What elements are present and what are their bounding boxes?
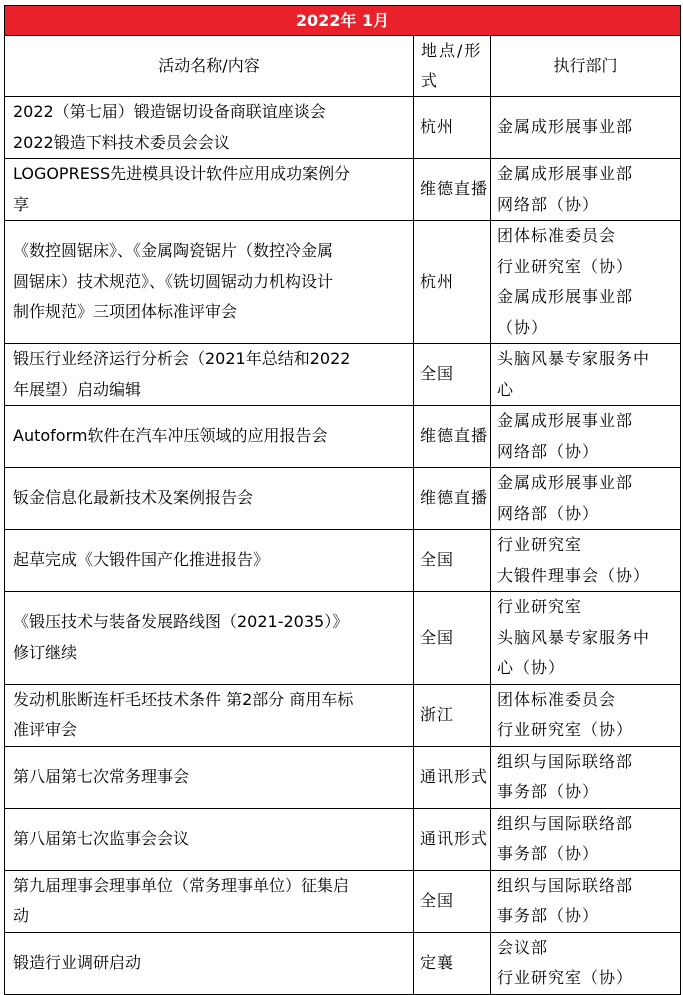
table-row <box>5 870 681 932</box>
name-line: 钣金信息化最新技术及案例报告会 <box>13 488 254 508</box>
name-line: 《锻压技术与装备发展路线图（2021-2035）》 <box>13 612 349 632</box>
department-line: 大锻件理事会（协） <box>497 565 651 585</box>
header-name: 活动名称/内容 <box>5 36 414 97</box>
name-line: Autoform软件在汽车冲压领域的应用报告会 <box>13 426 328 446</box>
name-line: 2022锻造下料技术委员会会议 <box>13 132 230 152</box>
department-line: 行业研究室 <box>497 535 583 554</box>
department-cell <box>491 159 681 221</box>
department-cell <box>491 808 681 870</box>
table-row <box>5 746 681 808</box>
activity-table <box>4 5 681 995</box>
location-text: 全国 <box>420 550 455 570</box>
department-line: 网络部（协） <box>497 194 600 214</box>
activity-name-cell <box>5 530 414 592</box>
department-line: 行业研究室（协） <box>497 256 634 276</box>
activity-name-cell <box>5 406 414 468</box>
department-line: 金属成形展事业部 <box>497 287 634 306</box>
department-cell <box>491 468 681 530</box>
department-line: 行业研究室（协） <box>497 968 634 987</box>
department-line: 团体标准委员会 <box>497 689 617 709</box>
name-line: 2022（第七届）锻造锯切设备商联谊座谈会 <box>13 102 326 121</box>
name-line: 年展望）启动编辑 <box>13 379 142 399</box>
department-line: 组织与国际联络部 <box>497 875 634 895</box>
location-text: 定襄 <box>420 952 455 972</box>
department-line: 金属成形展事业部 <box>497 411 634 430</box>
table-row <box>5 530 681 592</box>
department-line: 事务部（协） <box>497 782 600 801</box>
name-line: 准评审会 <box>13 720 78 739</box>
table-row <box>5 468 681 530</box>
location-text: 全国 <box>420 890 455 910</box>
department-cell <box>491 932 681 994</box>
department-line: 会议部 <box>497 937 549 957</box>
location-cell <box>414 808 491 870</box>
department-cell <box>491 592 681 685</box>
name-line: 动 <box>13 906 30 925</box>
department-cell <box>491 746 681 808</box>
location-cell <box>414 530 491 592</box>
header-location: 地点/形式 <box>414 36 491 97</box>
location-text: 通讯形式 <box>420 828 489 848</box>
department-line: 网络部（协） <box>497 441 600 461</box>
table-row <box>5 932 681 994</box>
department-line: 行业研究室（协） <box>497 720 634 739</box>
location-cell <box>414 221 491 344</box>
name-line: 发动机胀断连杆毛坯技术条件 第2部分 商用车标 <box>13 689 354 709</box>
department-line: 头脑风暴专家服务中 <box>497 627 651 647</box>
name-line: 锻造行业调研启动 <box>13 952 142 972</box>
department-line: 组织与国际联络部 <box>497 751 634 771</box>
location-cell <box>414 684 491 746</box>
department-line: 团体标准委员会 <box>497 226 617 245</box>
activity-name-cell <box>5 97 414 159</box>
location-cell <box>414 592 491 685</box>
department-cell <box>491 870 681 932</box>
department-line: 事务部（协） <box>497 906 600 925</box>
activity-name-cell <box>5 746 414 808</box>
activity-name-cell <box>5 344 414 406</box>
location-cell <box>414 746 491 808</box>
location-cell <box>414 468 491 530</box>
activity-name-cell <box>5 468 414 530</box>
activity-name-cell <box>5 592 414 685</box>
name-line: 修订继续 <box>13 642 78 662</box>
activity-name-cell <box>5 159 414 221</box>
location-cell <box>414 406 491 468</box>
location-text: 全国 <box>420 627 455 647</box>
table-row <box>5 221 681 344</box>
location-text: 维德直播 <box>420 488 489 508</box>
department-line: 行业研究室 <box>497 597 583 616</box>
name-line: 锻压行业经济运行分析会（2021年总结和2022 <box>13 349 351 368</box>
name-line: 第八届第七次监事会会议 <box>13 828 190 848</box>
name-line: 起草完成《大锻件国产化推进报告》 <box>13 550 270 570</box>
header-department: 执行部门 <box>491 36 681 97</box>
department-cell <box>491 684 681 746</box>
location-cell <box>414 932 491 994</box>
department-line: 金属成形展事业部 <box>497 473 634 492</box>
department-cell <box>491 406 681 468</box>
location-text: 通讯形式 <box>420 766 489 786</box>
location-cell <box>414 97 491 159</box>
table-row <box>5 97 681 159</box>
table-row <box>5 684 681 746</box>
activity-name-cell <box>5 808 414 870</box>
location-text: 浙江 <box>420 704 455 724</box>
table-row <box>5 808 681 870</box>
table-row <box>5 344 681 406</box>
table-title: 2022年 1月 <box>5 6 681 36</box>
department-line: 金属成形展事业部 <box>497 164 634 183</box>
table-title-row <box>5 6 681 36</box>
activity-name-cell <box>5 870 414 932</box>
table-row <box>5 406 681 468</box>
table-row <box>5 592 681 685</box>
activity-schedule <box>4 5 680 995</box>
activity-name-cell <box>5 221 414 344</box>
department-line: 网络部（协） <box>497 503 600 523</box>
location-cell <box>414 159 491 221</box>
department-line: 组织与国际联络部 <box>497 813 634 833</box>
department-cell <box>491 221 681 344</box>
name-line: 第九届理事会理事单位（常务理事单位）征集启 <box>13 875 350 895</box>
location-text: 杭州 <box>420 271 455 291</box>
location-text: 维德直播 <box>420 426 489 446</box>
table-row <box>5 159 681 221</box>
name-line: 制作规范》三项团体标准评审会 <box>13 302 238 322</box>
department-cell <box>491 344 681 406</box>
department-line: 事务部（协） <box>497 844 600 863</box>
department-line: 金属成形展事业部 <box>497 117 634 137</box>
department-line: 心 <box>497 379 515 399</box>
location-cell <box>414 870 491 932</box>
location-text: 维德直播 <box>420 179 489 199</box>
department-line: 头脑风暴专家服务中 <box>497 349 651 368</box>
activity-name-cell <box>5 684 414 746</box>
name-line: 《数控圆锯床》、《金属陶瓷锯片（数控冷金属 <box>13 241 334 261</box>
location-cell <box>414 344 491 406</box>
activity-name-cell <box>5 932 414 994</box>
name-line: LOGOPRESS先进模具设计软件应用成功案例分 <box>13 164 351 183</box>
header-row <box>5 36 681 97</box>
department-line: 心（协） <box>497 658 566 677</box>
location-text: 杭州 <box>420 117 455 137</box>
department-cell <box>491 97 681 159</box>
location-text: 全国 <box>420 364 455 384</box>
name-line: 第八届第七次常务理事会 <box>13 766 190 786</box>
name-line: 圆锯床）技术规范》、《铣切圆锯动力机构设计 <box>13 271 334 291</box>
department-cell <box>491 530 681 592</box>
department-line: （协） <box>497 317 549 337</box>
name-line: 享 <box>13 194 30 214</box>
